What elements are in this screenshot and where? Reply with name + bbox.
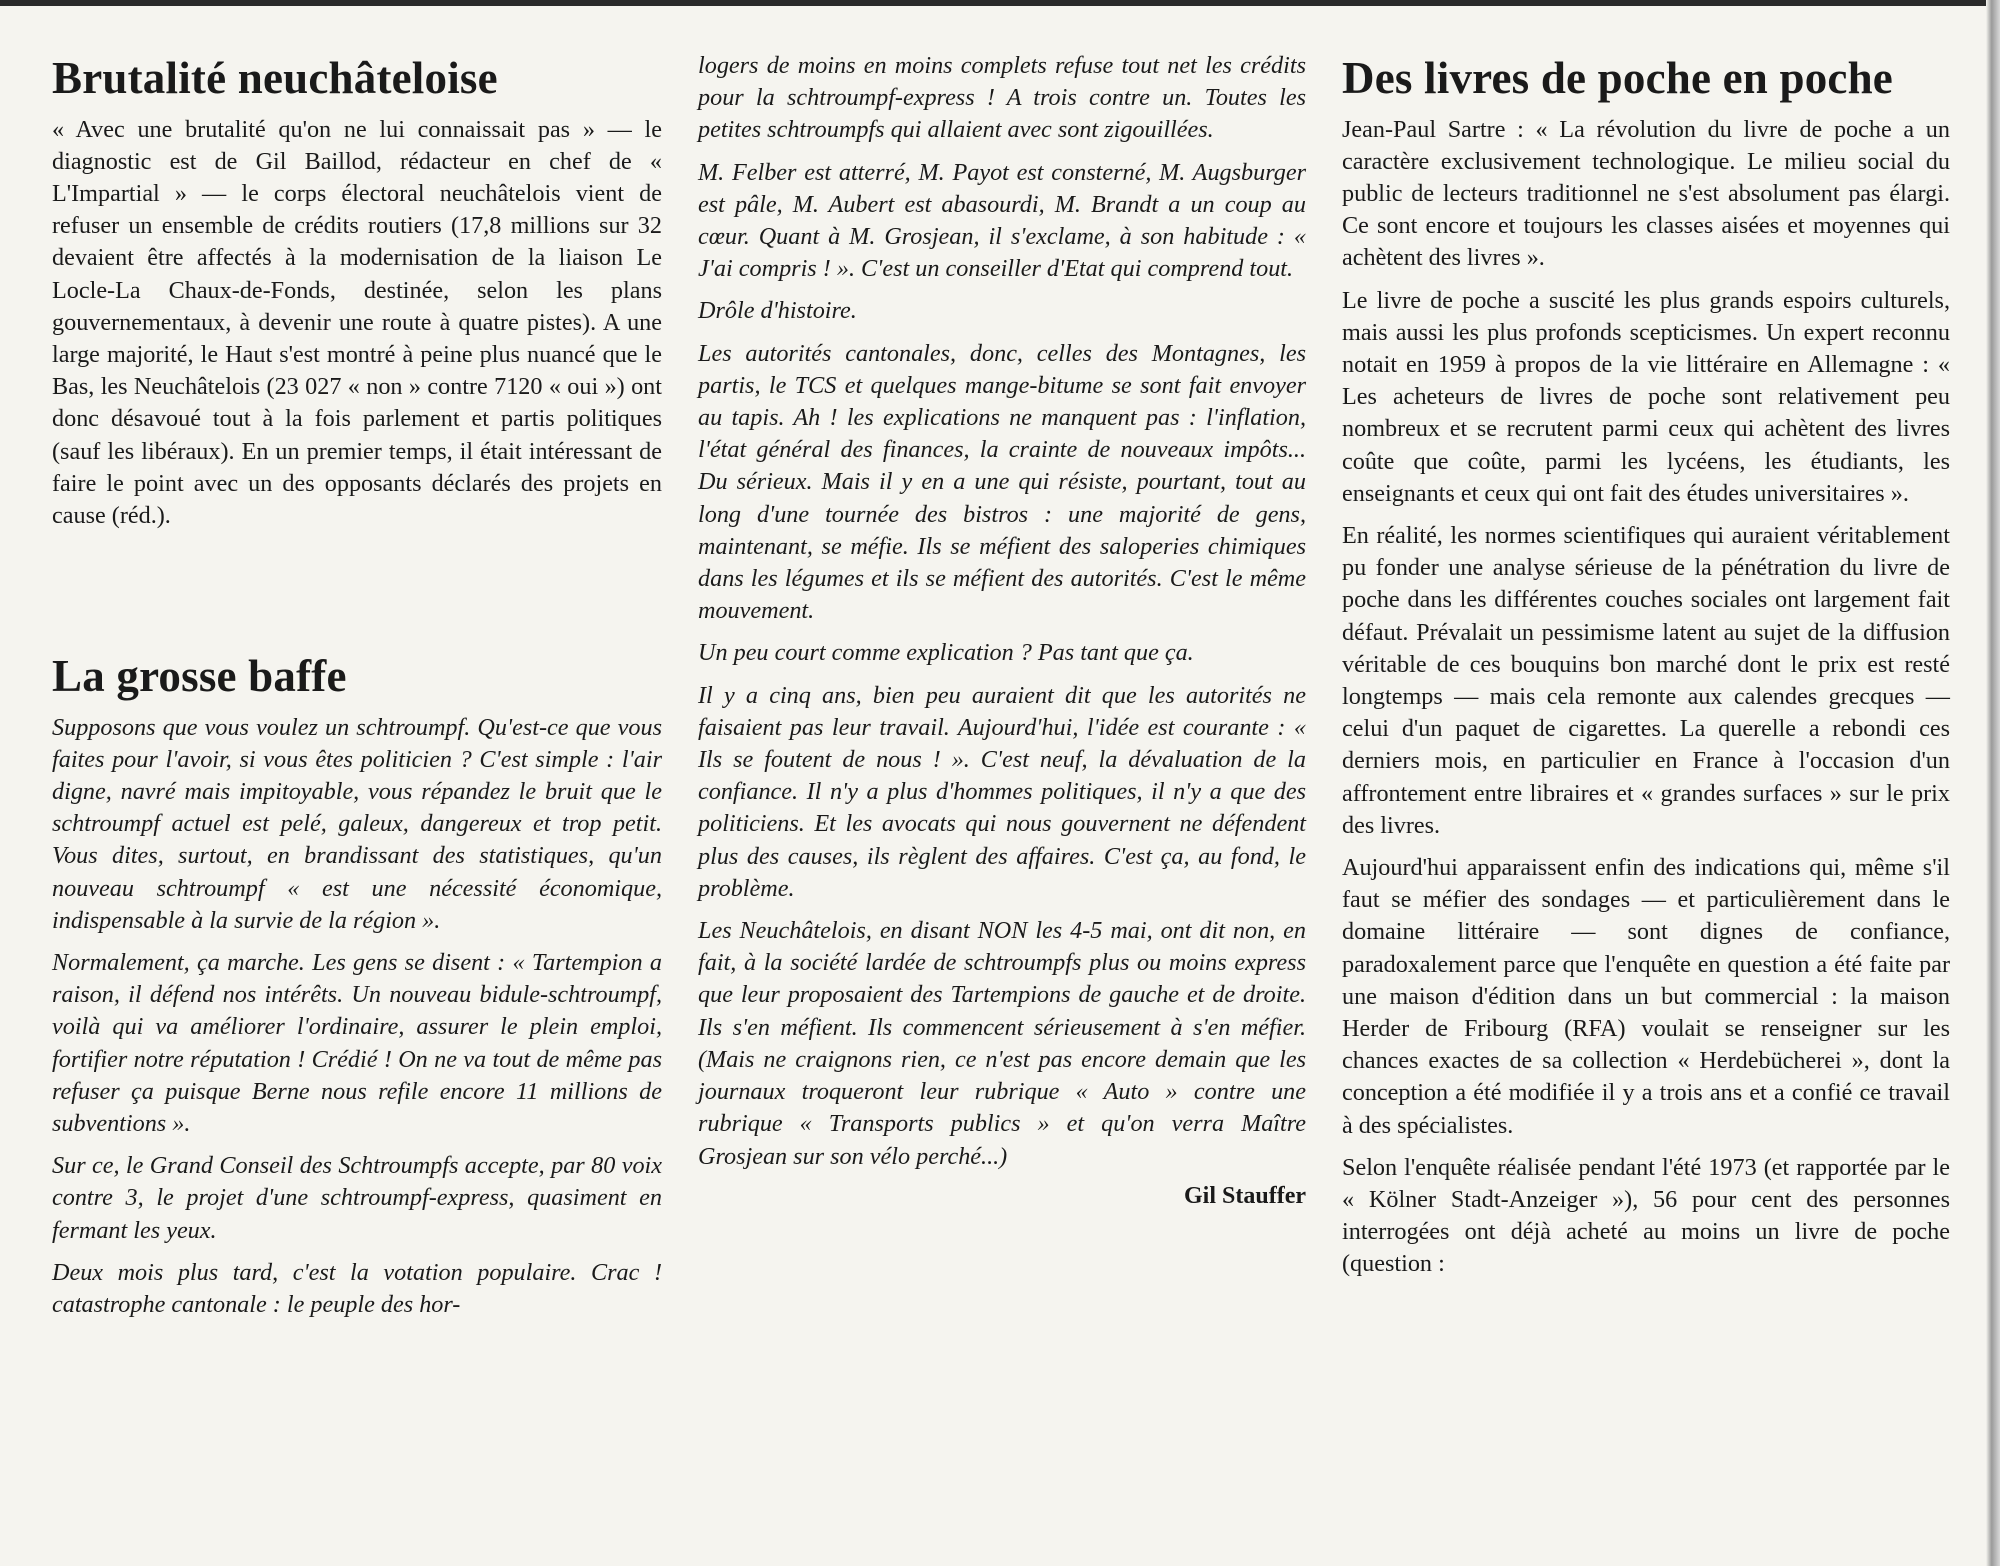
column-middle xyxy=(698,50,1306,1210)
paragraph: En réalité, les normes scientifiques qui auraient véritablement pu fonder une analyse sérieuse de la pénétration du livre de poche dans les différentes couches sociales ont largement fait défaut. Prévalait un pessimisme latent au sujet de la diffusion véritable de ces bouquins bon marché dont le prix est resté longtemps — mais cela remonte aux calendes grecques — celui d'un paquet de cigarettes. La querelle a rebondi ces derniers mois, en particulier en France à l'occasion d'un affrontement entre libraires et « grandes surfaces » sur le prix des livres. xyxy=(1342,521,1950,839)
author-signature: Gil Stauffer xyxy=(1184,1182,1306,1209)
article-heading-brutalite: Brutalité neuchâteloise xyxy=(52,53,498,103)
paragraph: Aujourd'hui apparaissent enfin des indications qui, même s'il faut se méfier des sondages — et particulièrement dans le domaine littéraire — sont dignes de confiance, paradoxalement parce que l'enquête en question a été faite par une maison d'édition dans un but commercial : la maison Herder de Fribourg (RFA) voulait se renseigner sur les chances exactes de sa collection « Herdebücherei », dont la conception a été modifiée il y a trois ans et a confié ce travail à des spécialistes. xyxy=(1342,853,1950,1139)
article-body-italic xyxy=(52,712,662,1322)
paragraph: Drôle d'histoire. xyxy=(698,297,857,325)
paragraph: logers de moins en moins complets refuse tout net les crédits pour la schtroumpf-express ! A trois contre un. Toutes les petites schtroumpfs qui allaient avec sont zigouillées. xyxy=(698,52,1306,144)
article-body-italic-continued xyxy=(698,50,1306,1173)
article-intro: « Avec une brutalité qu'on ne lui connaissait pas » — le diagnostic est de Gil Baillod, rédacteur en chef de « L'Impartial » — le corps électoral neuchâtelois vient de refuser un ensemble de crédits routiers (17,8 millions sur 32 devaient être affectés à la modernisation de la liaison Le Locle-La Chaux-de-Fonds, destinée, selon les plans gouvernementaux, à devenir une route à quatre pistes). A une large majorité, le Haut s'est montré à peine plus nuancé que le Bas, les Neuchâtelois (23 027 « non » contre 7120 « oui ») ont donc désavoué tout à la fois parlement et partis politiques (sauf les libéraux). En un premier temps, il était intéressant de faire le point avec un des opposants déclarés des projets en cause (réd.). xyxy=(52,115,662,529)
paragraph: Il y a cinq ans, bien peu auraient dit que les autorités ne faisaient pas leur travail. Aujourd'hui, l'idée est courante : « Ils se foutent de nous ! ». C'est neuf, la dévaluation de la confiance. Il n'y a plus d'hommes politiques, il n'y a que des politiciens. Et les avocats qui nous gouvernent ne défendent plus des causes, ils règlent des affaires. C'est ça, au fond, le problème. xyxy=(698,681,1306,902)
article-heading-grosse-baffe: La grosse baffe xyxy=(52,651,347,702)
paragraph: Sur ce, le Grand Conseil des Schtroumpfs accepte, par 80 voix contre 3, le projet d'une schtroumpf-express, quasiment en fermant les yeux. xyxy=(52,1152,662,1244)
column-left xyxy=(52,50,662,1331)
paragraph: Le livre de poche a suscité les plus grands espoirs culturels, mais aussi les plus profonds scepticismes. Un expert reconnu notait en 1959 à propos de la vie littéraire en Allemagne : « Les acheteurs de livres de poche sont relativement peu nombreux et se recrutent parmi ceux qui achètent des livres coûte que coûte, parmi les lycéens, les étudiants, les enseignants et ceux qui ont fait des études universitaires ». xyxy=(1342,286,1950,507)
top-rule xyxy=(0,0,2000,6)
paragraph: Les Neuchâtelois, en disant NON les 4-5 mai, ont dit non, en fait, à la société lardée de schtroumpfs plus ou moins express que leur proposaient des Tartempions de gauche et de droite. Ils s'en méfient. Ils commencent sérieusement à s'en méfier. (Mais ne craignons rien, ce n'est pas encore demain que les journaux troqueront leur rubrique « Auto » contre une rubrique « Transports publics » et qu'on verra Maître Grosjean sur son vélo perché...) xyxy=(698,917,1306,1170)
page-edge-shadow xyxy=(1986,0,2000,1566)
paragraph: Normalement, ça marche. Les gens se disent : « Tartempion a raison, il défend nos intérêts. Un nouveau bidule-schtroumpf, voilà qui va améliorer l'ordinaire, assurer le plein emploi, fortifier notre réputation ! Crédié ! On ne va tout de même pas refuser ça puisque Berne nous refile encore 11 millions de subventions ». xyxy=(52,949,662,1138)
paragraph: Deux mois plus tard, c'est la votation populaire. Crac ! catastrophe cantonale : le peuple des hor- xyxy=(52,1258,662,1319)
paragraph: Un peu court comme explication ? Pas tant que ça. xyxy=(698,639,1194,667)
paragraph: Les autorités cantonales, donc, celles des Montagnes, les partis, le TCS et quelques mange-bitume se sont fait envoyer au tapis. Ah ! les explications ne manquent pas : l'inflation, l'état général des finances, la crainte de nouveaux impôts... Du sérieux. Mais il y en a une qui résiste, pourtant, tout au long d'une tournée des bistros : une majorité de gens, maintenant, se méfie. Ils se méfient des saloperies chimiques dans les légumes et ils se méfient des autorités. C'est le même mouvement. xyxy=(698,339,1306,625)
paragraph: M. Felber est atterré, M. Payot est consterné, M. Augsburger est pâle, M. Aubert est abasourdi, M. Brandt a un coup au cœur. Quant à M. Grosjean, il s'exclame, à son habitude : « J'ai compris ! ». C'est un conseiller d'Etat qui comprend tout. xyxy=(698,158,1306,283)
paragraph: Selon l'enquête réalisée pendant l'été 1973 (et rapportée par le « Kölner Stadt-Anzeiger »), 56 pour cent des personnes interrogées ont déjà acheté au moins un livre de poche (question : xyxy=(1342,1153,1950,1278)
paragraph: Supposons que vous voulez un schtroumpf. Qu'est-ce que vous faites pour l'avoir, si vous êtes politicien ? C'est simple : l'air digne, navré mais impitoyable, vous répandez le bruit que le schtroumpf actuel est pelé, galeux, dangereux et trop petit. Vous dites, surtout, en brandissant des statistiques, qu'un nouveau schtroumpf « est une nécessité économique, indispensable à la survie de la région ». xyxy=(52,713,662,934)
paragraph: Jean-Paul Sartre : « La révolution du livre de poche a un caractère exclusivement technologique. Le milieu social du public de lecteurs traditionnel ne s'est absolument pas élargi. Ce sont encore et toujours les classes aisées et moyennes qui achètent des livres ». xyxy=(1342,115,1950,272)
article-heading-livres-de-poche: Des livres de poche en poche xyxy=(1342,53,1893,103)
column-right xyxy=(1342,50,1950,1291)
